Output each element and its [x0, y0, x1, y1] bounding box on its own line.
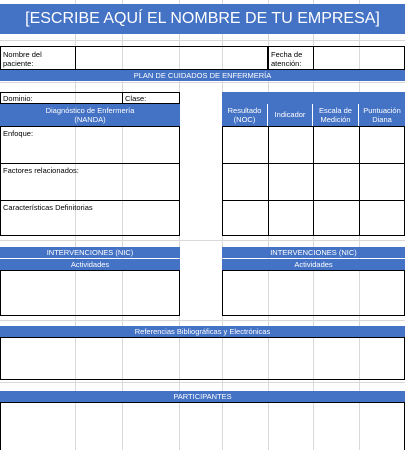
attention-date-field[interactable]	[313, 46, 405, 70]
activities-header-right: Actividades	[222, 259, 405, 270]
references-cell[interactable]	[0, 337, 405, 380]
interventions-nic-title-left: INTERVENCIONES (NIC)	[0, 247, 180, 258]
activities-cell-right[interactable]	[222, 270, 405, 316]
company-name-title[interactable]: [ESCRIBE AQUÍ EL NOMBRE DE TU EMPRESA]	[0, 4, 405, 34]
interventions-nic-title-right: INTERVENCIONES (NIC)	[222, 247, 405, 258]
focus-cell[interactable]	[0, 126, 180, 164]
attention-date-label-text: Fecha de atención:	[271, 50, 303, 68]
class-label: Clase:	[125, 94, 147, 103]
outcome-cell[interactable]	[359, 200, 405, 236]
participants-cell[interactable]	[0, 402, 405, 450]
domain-field[interactable]	[0, 92, 123, 104]
indicator-header: Indicador	[268, 104, 313, 126]
target-score-header: Puntuación Diana	[359, 104, 405, 126]
focus-label: Enfoque:	[3, 129, 34, 138]
outcome-cell[interactable]	[222, 126, 269, 164]
outcome-cell[interactable]	[313, 163, 360, 201]
references-title-bar: Referencias Bibliográficas y Electrónicas	[0, 326, 405, 337]
activities-header-left: Actividades	[0, 259, 180, 270]
outcome-cell[interactable]	[268, 126, 314, 164]
outcome-cell[interactable]	[359, 126, 405, 164]
outcome-cell[interactable]	[313, 126, 360, 164]
domain-label: Dominio:	[3, 94, 33, 103]
measurement-scale-header: Escala de Medición	[313, 104, 359, 126]
defining-characteristics-cell[interactable]	[0, 200, 180, 236]
patient-name-label-text: Nombre del paciente:	[3, 50, 42, 68]
outcome-cell[interactable]	[222, 200, 269, 236]
grid-line	[0, 82, 405, 83]
outcome-cell[interactable]	[359, 163, 405, 201]
patient-name-label	[0, 46, 76, 70]
grid-line	[0, 320, 405, 321]
outcome-cell[interactable]	[313, 200, 360, 236]
outcome-cell[interactable]	[268, 200, 314, 236]
defining-characteristics-label: Características Definitorias	[3, 203, 93, 212]
outcome-cell[interactable]	[268, 163, 314, 201]
care-plan-title-bar: PLAN DE CUIDADOS DE ENFERMERÍA	[0, 70, 405, 81]
outcomes-top-bar	[222, 92, 405, 104]
noc-result-header: Resultado (NOC)	[222, 104, 268, 126]
related-factors-label: Factores relacionados:	[3, 166, 79, 175]
outcome-cell[interactable]	[222, 163, 269, 201]
participants-title-bar: PARTICIPANTES	[0, 391, 405, 402]
grid-line	[0, 382, 405, 383]
grid-line	[0, 240, 405, 241]
attention-date-label	[268, 46, 314, 70]
patient-name-field[interactable]	[75, 46, 268, 70]
related-factors-cell[interactable]	[0, 163, 180, 201]
class-field[interactable]	[122, 92, 180, 104]
nanda-diagnosis-header: Diagnóstico de Enfermería (NANDA)	[0, 104, 180, 126]
activities-cell-left[interactable]	[0, 270, 180, 316]
grid-line	[0, 40, 405, 41]
